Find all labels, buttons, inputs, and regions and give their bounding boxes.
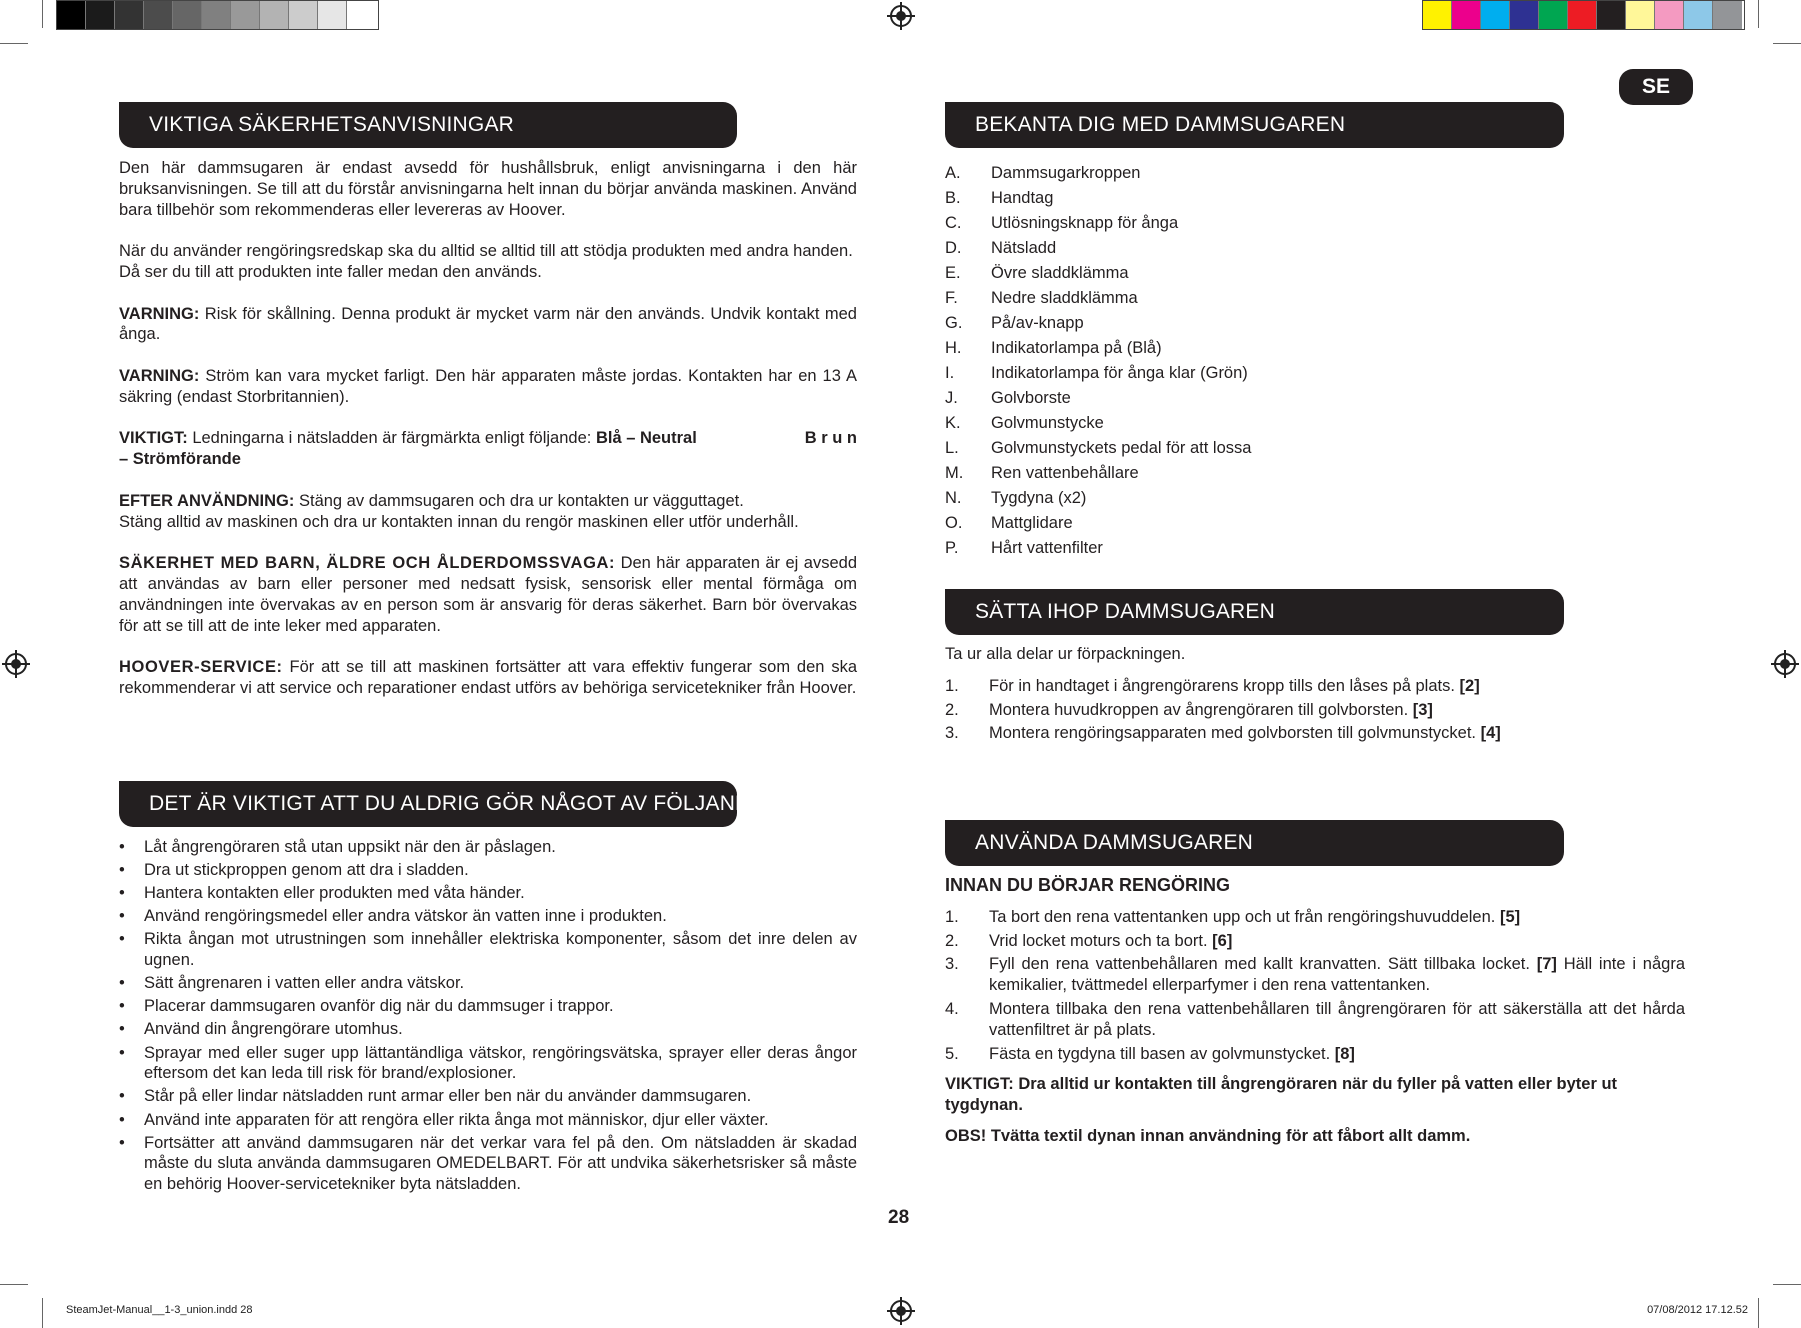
- parts-list-item: [945, 361, 1545, 386]
- after-use: EFTER ANVÄNDNING: Stäng av dammsugaren och dra ur kontakten ur vägguttaget. Stäng alltid av maskinen och dra ur kontakten innan du rengör maskinen eller utför underhåll.: [119, 491, 799, 531]
- parts-list: [945, 161, 1545, 561]
- registration-target-icon: [1774, 653, 1796, 675]
- part-key: D.: [945, 239, 962, 258]
- safety-support-text: När du använder rengöringsredskap ska du alltid se alltid till att stödja produkten med andra handen.: [119, 242, 853, 261]
- footer-timestamp: 07/08/2012 17.12.52: [1647, 1304, 1748, 1316]
- figure-reference: [8]: [1334, 1044, 1355, 1063]
- parts-list-item: [945, 411, 1545, 436]
- crop-mark: [1758, 1298, 1759, 1328]
- usage-subheading: INNAN DU BÖRJAR RENGÖRING: [945, 875, 1231, 895]
- color-swatch: [1481, 1, 1510, 29]
- step-item: [945, 931, 1685, 952]
- step-number: 1.: [945, 676, 959, 695]
- step-item: [945, 676, 1685, 697]
- list-item: • Sätt ångrenaren i vatten eller andra vätskor.: [119, 973, 857, 994]
- part-key: P.: [945, 539, 959, 558]
- step-number: 3.: [945, 724, 959, 743]
- part-key: L.: [945, 439, 959, 458]
- part-label: Mattglidare: [991, 514, 1073, 533]
- figure-reference: [3]: [1412, 700, 1433, 719]
- part-key: F.: [945, 289, 958, 308]
- important-wiring: VIKTIGT: Ledningarna i nätsladden är färgmärkta enligt följande: Blå – Neutral B r u n – Strömförande: [119, 429, 857, 469]
- registration-target-icon: [5, 653, 27, 675]
- figure-reference: [7]: [1536, 955, 1557, 974]
- part-label: Golvmunstyckets pedal för att lossa: [991, 439, 1252, 458]
- registration-target-icon: [890, 1300, 912, 1322]
- part-key: E.: [945, 264, 961, 283]
- safety-heading: VIKTIGA SÄKERHETSANVISNINGAR: [119, 102, 737, 148]
- gray-swatch: [231, 1, 260, 29]
- child-safety: SÄKERHET MED BARN, ÄLDRE OCH ÅLDERDOMSSVAGA: Den här apparaten är ej avsedd att användas av barn eller personer med nedsatt fysisk, sensorisk eller mental förmåga om användningen inte övervakas av en person som är ansvarig för deras säkerhet. Barn bör övervakas för att se till att de inte leker med apparaten.: [119, 554, 857, 635]
- list-item: • Låt ångrengöraren stå utan uppsikt när den är påslagen.: [119, 837, 857, 858]
- safety-text: [119, 158, 857, 720]
- part-key: N.: [945, 489, 962, 508]
- language-badge: SE: [1619, 69, 1693, 105]
- figure-reference: [4]: [1480, 724, 1501, 743]
- step-body: Montera tillbaka den rena vattenbehållaren till ångrengöraren för att säkerställa att det hårda vattenfiltret är på plats.: [989, 999, 1685, 1039]
- gray-swatch: [86, 1, 115, 29]
- part-label: Nätsladd: [991, 239, 1057, 258]
- step-body: Fästa en tygdyna till basen av golvmunstycket.: [989, 1044, 1335, 1063]
- step-item: [945, 700, 1685, 721]
- usage-note: OBS! Tvätta textil dynan innan användning för att fåbort allt damm.: [945, 1126, 1471, 1145]
- step-body: Vrid locket moturs och ta bort.: [989, 931, 1213, 950]
- grayscale-color-bar: [56, 0, 379, 30]
- step-text: [989, 954, 1685, 996]
- part-label: Indikatorlampa på (Blå): [991, 339, 1162, 358]
- gray-swatch: [173, 1, 202, 29]
- part-label: Golvmunstycke: [991, 414, 1104, 433]
- step-item: [945, 907, 1685, 928]
- assembly-section: [945, 644, 1685, 747]
- warning-power: VARNING: Ström kan vara mycket farligt. Den här apparaten måste jordas. Kontakten har en 13 A säkring (endast Storbritannien).: [119, 366, 857, 406]
- usage-heading: ANVÄNDA DAMMSUGAREN: [945, 820, 1564, 866]
- parts-list-item: [945, 436, 1545, 461]
- color-swatch: [1510, 1, 1539, 29]
- warning-scald: VARNING: Risk för skållning. Denna produkt är mycket varm när den används. Undvik kontakt med ånga.: [119, 304, 857, 344]
- hoover-service: HOOVER-SERVICE: För att se till att maskinen fortsätter att vara effektiv fungerar som den ska rekommenderar vi att service och reparationer endast utförs av behöriga servicetekniker från Hoover.: [119, 658, 857, 697]
- color-swatch: [1655, 1, 1684, 29]
- assembly-intro: Ta ur alla delar ur förpackningen.: [945, 645, 1186, 663]
- part-label: Tygdyna (x2): [991, 489, 1087, 508]
- parts-list-item: [945, 461, 1545, 486]
- list-item: • Rikta ångan mot utrustningen som innehåller elektriska komponenter, såsom det inre delen av ugnen.: [119, 929, 857, 971]
- part-key: J.: [945, 389, 958, 408]
- crop-mark: [1773, 43, 1801, 44]
- part-label: Utlösningsknapp för ånga: [991, 214, 1179, 233]
- part-label: På/av-knapp: [991, 314, 1084, 333]
- process-color-bar: [1422, 0, 1745, 30]
- step-item: [945, 999, 1685, 1041]
- gray-swatch: [202, 1, 231, 29]
- page-number: 28: [888, 1207, 910, 1228]
- parts-list-item: [945, 211, 1545, 236]
- part-label: Hårt vattenfilter: [991, 539, 1103, 558]
- usage-section: [945, 875, 1685, 1147]
- part-key: O.: [945, 514, 963, 533]
- safety-intro: Den här dammsugaren är endast avsedd för hushållsbruk, enligt anvisningarna i den här bruksanvisningen. Se till att du förstår anvisningarna helt innan du börjar använda maskinen. Använd bara tillbehör som rekommenderas eller levereras av Hoover.: [119, 159, 857, 219]
- gray-swatch: [289, 1, 318, 29]
- part-key: A.: [945, 164, 961, 183]
- list-item: • Hantera kontakten eller produkten med våta händer.: [119, 883, 857, 904]
- footer-filename: SteamJet-Manual__1-3_union.indd 28: [66, 1304, 253, 1316]
- gray-swatch: [260, 1, 289, 29]
- step-item: [945, 954, 1685, 996]
- step-body: Fyll den rena vattenbehållaren med kallt kranvatten. Sätt tillbaka locket.: [989, 955, 1537, 974]
- step-number: 2.: [945, 931, 959, 950]
- step-body: Montera huvudkroppen av ångrengöraren till golvborsten.: [989, 700, 1413, 719]
- step-body: Ta bort den rena vattentanken upp och ut från rengöringshuvuddelen.: [989, 907, 1500, 926]
- step-text: [989, 931, 1685, 952]
- part-label: Handtag: [991, 189, 1054, 208]
- part-key: K.: [945, 414, 961, 433]
- safety-support-text-2: Då ser du till att produkten inte faller medan den används.: [119, 262, 542, 281]
- part-key: G.: [945, 314, 963, 333]
- parts-list-item: [945, 511, 1545, 536]
- step-text: [989, 907, 1685, 928]
- part-key: I.: [945, 364, 955, 383]
- color-swatch: [1684, 1, 1713, 29]
- crop-mark: [0, 43, 28, 44]
- step-number: 2.: [945, 700, 959, 719]
- part-key: M.: [945, 464, 964, 483]
- gray-swatch: [318, 1, 347, 29]
- crop-mark: [42, 1298, 43, 1328]
- part-label: Dammsugarkroppen: [991, 164, 1141, 183]
- usage-steps: [945, 907, 1685, 1065]
- list-item: • Dra ut stickproppen genom att dra i sladden.: [119, 860, 857, 881]
- part-key: H.: [945, 339, 962, 358]
- color-swatch: [1713, 1, 1742, 29]
- parts-list-item: [945, 236, 1545, 261]
- list-item: • Placerar dammsugaren ovanför dig när du dammsuger i trappor.: [119, 996, 857, 1017]
- part-label: Golvborste: [991, 389, 1071, 408]
- list-item: • Använd inte apparaten för att rengöra eller rikta ånga mot människor, djur eller växter.: [119, 1110, 857, 1131]
- registration-target-icon: [890, 5, 912, 27]
- parts-list-item: [945, 536, 1545, 561]
- part-label: Nedre sladdklämma: [991, 289, 1138, 308]
- assembly-heading: SÄTTA IHOP DAMMSUGAREN: [945, 589, 1564, 635]
- parts-heading: BEKANTA DIG MED DAMMSUGAREN: [945, 102, 1564, 148]
- step-text: [989, 1044, 1685, 1065]
- step-number: 4.: [945, 999, 959, 1018]
- part-key: B.: [945, 189, 961, 208]
- parts-list-item: [945, 486, 1545, 511]
- parts-list-item: [945, 186, 1545, 211]
- parts-list-item: [945, 336, 1545, 361]
- step-text: [989, 700, 1685, 721]
- step-item: [945, 723, 1685, 744]
- parts-list-item: [945, 286, 1545, 311]
- never-do-list-container: [119, 837, 857, 1197]
- crop-mark: [1773, 1284, 1801, 1285]
- part-label: Indikatorlampa för ånga klar (Grön): [991, 364, 1248, 383]
- figure-reference: [2]: [1459, 676, 1480, 695]
- step-number: 1.: [945, 907, 959, 926]
- figure-reference: [5]: [1499, 907, 1521, 926]
- parts-list-container: [945, 161, 1545, 561]
- assembly-steps: [945, 676, 1685, 744]
- step-body-continued: Häll inte i några kemikalier, tvättmedel ellerparfymer i den rena vattentanken.: [989, 955, 1685, 995]
- color-swatch: [1568, 1, 1597, 29]
- gray-swatch: [347, 1, 376, 29]
- color-swatch: [1423, 1, 1452, 29]
- color-swatch: [1452, 1, 1481, 29]
- step-item: [945, 1044, 1685, 1065]
- part-label: Ren vattenbehållare: [991, 464, 1139, 483]
- figure-reference: [6]: [1212, 931, 1233, 950]
- usage-important: VIKTIGT: Dra alltid ur kontakten till ångrengöraren när du fyller på vatten eller byter ut tygdynan.: [945, 1075, 1618, 1115]
- parts-list-item: [945, 386, 1545, 411]
- never-do-heading: DET ÄR VIKTIGT ATT DU ALDRIG GÖR NÅGOT AV FÖLJANDE:: [119, 781, 737, 827]
- color-swatch: [1626, 1, 1655, 29]
- part-key: C.: [945, 214, 962, 233]
- step-text: [989, 723, 1685, 744]
- list-item: • Använd din ångrengörare utomhus.: [119, 1019, 857, 1040]
- gray-swatch: [115, 1, 144, 29]
- list-item: • Står på eller lindar nätsladden runt armar eller ben när du använder dammsugaren.: [119, 1086, 857, 1107]
- list-item: • Använd rengöringsmedel eller andra vätskor än vatten inne i produkten.: [119, 906, 857, 927]
- list-item: • Fortsätter att använd dammsugaren när det verkar vara fel på den. Om nätsladden är skadad måste du sluta använda dammsugaren OMEDELBART. För att undvika säkerhetsrisker så måste en behörig Hoover-servicetekniker byta nätsladden.: [119, 1133, 857, 1195]
- step-text: [989, 676, 1685, 697]
- step-number: 3.: [945, 955, 959, 974]
- gray-swatch: [57, 1, 86, 29]
- list-item: • Sprayar med eller suger upp lättantändliga vätskor, rengöringsvätska, sprayer eller deras ångor eftersom det kan leda till risk för brand/explosioner.: [119, 1043, 857, 1085]
- never-do-list: [119, 837, 857, 1195]
- crop-mark: [1758, 0, 1759, 28]
- step-number: 5.: [945, 1044, 959, 1063]
- part-label: Övre sladdklämma: [991, 264, 1129, 283]
- gray-swatch: [144, 1, 173, 29]
- step-body: Montera rengöringsapparaten med golvborsten till golvmunstycket.: [989, 724, 1481, 743]
- crop-mark: [42, 0, 43, 28]
- step-body: För in handtaget i ångrengörarens kropp tills den låses på plats.: [989, 676, 1460, 695]
- color-swatch: [1539, 1, 1568, 29]
- crop-mark: [0, 1284, 28, 1285]
- parts-list-item: [945, 161, 1545, 186]
- step-text: [989, 999, 1685, 1041]
- color-swatch: [1597, 1, 1626, 29]
- parts-list-item: [945, 261, 1545, 286]
- parts-list-item: [945, 311, 1545, 336]
